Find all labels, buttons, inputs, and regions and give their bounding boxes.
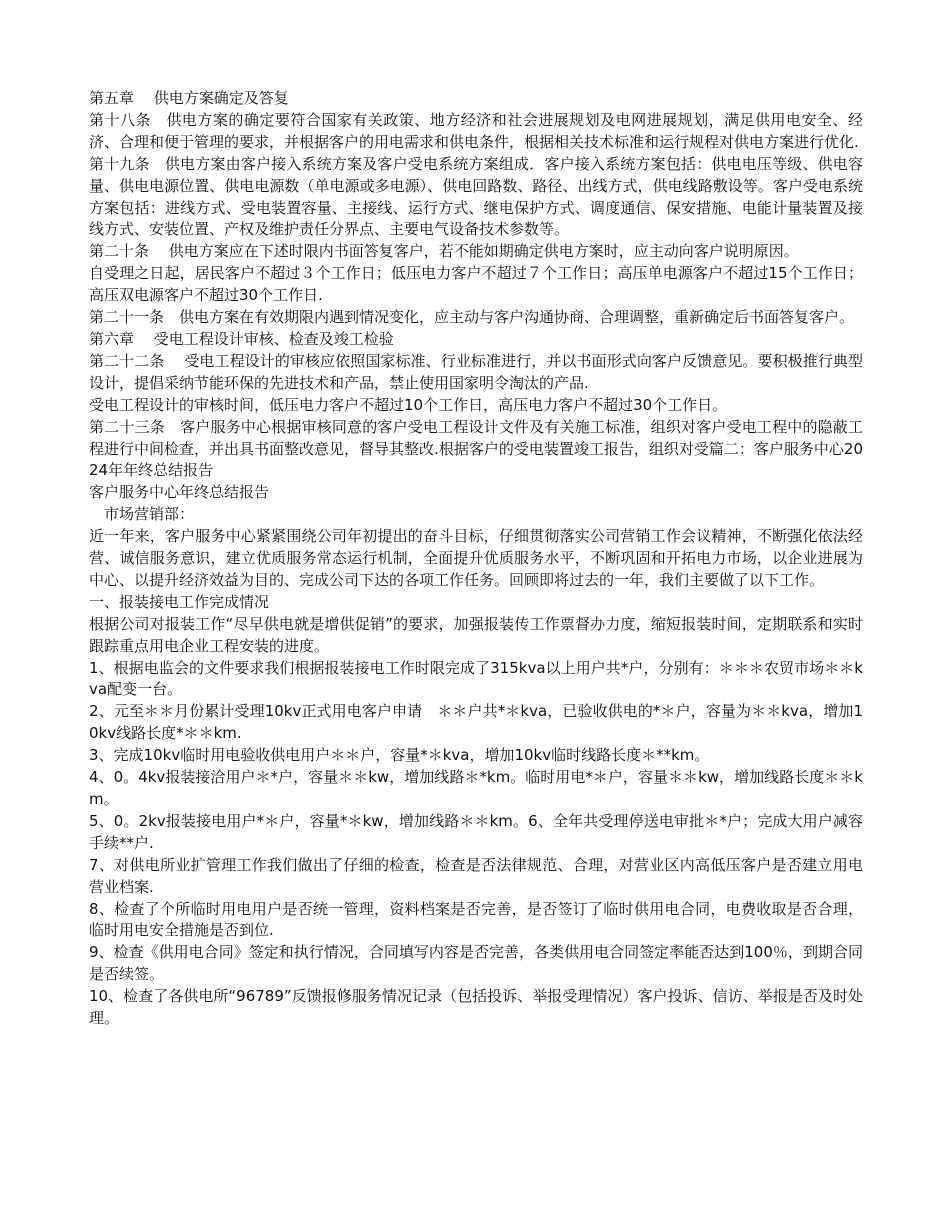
chapter-6-heading: 第六章 受电工程设计审核、检查及竣工检验 <box>89 329 394 348</box>
list-item: 3、完成10kv临时用电验收供电用户＊＊户，容量*＊kva，增加10kv临时线路长度＊**km。 <box>89 746 710 765</box>
article-18: 第十八条 供电方案的确定要符合国家有关政策、地方经济和社会进展规划及电网进展规划，满足供用电安全、经济、合理和便于管理的要求，并根据客户的用电需求和供电条件，根据相关技术标准和运行规程对供电方案进行优化. <box>89 110 863 151</box>
report-intro: 近一年来，客户服务中心紧紧围绕公司年初提出的奋斗目标，仔细贯彻落实公司营销工作会议精神，不断强化依法经营、诚信服务意识，建立优质服务常态运行机制，全面提升优质服务水平，不断巩固和开拓电力市场，以企业进展为中心、以提升经济效益为目的、完成公司下达的各项工作任务。回顾即将过去的一年，我们主要做了以下工作。 <box>89 527 863 589</box>
list-item: 4、0。4kv报装接洽用户＊*户，容量＊＊kw，增加线路＊*km。临时用电*＊户，容量＊＊kw，增加线路长度＊＊km。 <box>89 768 863 808</box>
report-title: 客户服务中心年终总结报告 <box>89 483 270 502</box>
section-1-intro: 根据公司对报装工作“尽早供电就是增供促销”的要求，加强报装传工作票督办力度，缩短报装时间，定期联系和实时跟踪重点用电企业工程安装的进度。 <box>89 614 863 655</box>
article-20-time-limits: 自受理之日起，居民客户不超过３个工作日；低压电力客户不超过７个工作日；高压单电源客户不超过15个工作日；高压双电源客户不超过30个工作日. <box>89 264 863 305</box>
document-body <box>89 88 863 1030</box>
list-item: 8、检查了个所临时用电用户是否统一管理，资料档案是否完善，是否签订了临时供用电合同，电费收取是否合理，临时用电安全措施是否到位. <box>89 899 863 940</box>
section-1-heading: 一、报装接电工作完成情况 <box>89 592 270 611</box>
article-22: 第二十二条 受电工程设计的审核应依照国家标准、行业标准进行，并以书面形式向客户反馈意见。要积极推行典型设计，提倡采纳节能环保的先进技术和产品，禁止使用国家明令淘汰的产品. <box>89 351 863 392</box>
list-item: 9、检查《供用电合同》签定和执行情况，合同填写内容是否完善，各类供用电合同签定率能否达到100％，到期合同是否续签。 <box>89 943 863 984</box>
article-21: 第二十一条 供电方案在有效期限内遇到情况变化，应主动与客户沟通协商、合理调整，重新确定后书面答复客户。 <box>89 308 855 327</box>
list-item: 1、根据电监会的文件要求我们根据报装接电工作时限完成了315kva以上用户共*户，分别有：＊＊＊农贸市场＊＊kva配变一台。 <box>89 658 863 699</box>
report-recipient: 市场营销部： <box>89 505 195 524</box>
chapter-5-heading: 第五章 供电方案确定及答复 <box>89 89 289 107</box>
article-22-review-time: 受电工程设计的审核时间，低压电力客户不超过10个工作日，高压电力客户不超过30个工作日。 <box>89 395 728 414</box>
article-23: 第二十三条 客户服务中心根据审核同意的客户受电工程设计文件及有关施工标准，组织对客户受电工程中的隐蔽工程进行中间检查，并出具书面整改意见，督导其整改.根据客户的受电装置竣工报告，组织对受篇二：客户服务中心2024年年终总结报告 <box>89 417 863 480</box>
article-19: 第十九条 供电方案由客户接入系统方案及客户受电系统方案组成．客户接入系统方案包括：供电电压等级、供电容量、供电电源位置、供电电源数（单电源或多电源）、供电回路数、路径、出线方式，供电线路敷设等。客户受电系统方案包括：进线方式、受电装置容量、主接线、运行方式、继电保护方式、调度通信、保安措施、电能计量装置及接线方式、安装位置、产权及维护责任分界点、主要电气设备技术参数等。 <box>89 154 863 239</box>
list-item: 2、元至＊＊月份累计受理10kv正式用电客户申请 ＊＊户共*＊kva，已验收供电的*＊户，容量为＊＊kva，增加10kv线路长度*＊＊km. <box>89 702 863 743</box>
list-item: 7、对供电所业扩管理工作我们做出了仔细的检查，检查是否法律规范、合理，对营业区内高低压客户是否建立用电营业档案. <box>89 855 863 896</box>
list-item: 5、0。2kv报装接电用户*＊户，容量*＊kw，增加线路＊＊km。6、全年共受理停送电审批＊*户；完成大用户减容手续**户. <box>89 811 863 852</box>
article-20: 第二十条 供电方案应在下述时限内书面答复客户，若不能如期确定供电方案时，应主动向客户说明原因。 <box>89 242 799 261</box>
list-item: 10、检查了各供电所“96789”反馈报修服务情况记录（包括投诉、举报受理情况）客户投诉、信访、举报是否及时处理。 <box>89 987 863 1028</box>
